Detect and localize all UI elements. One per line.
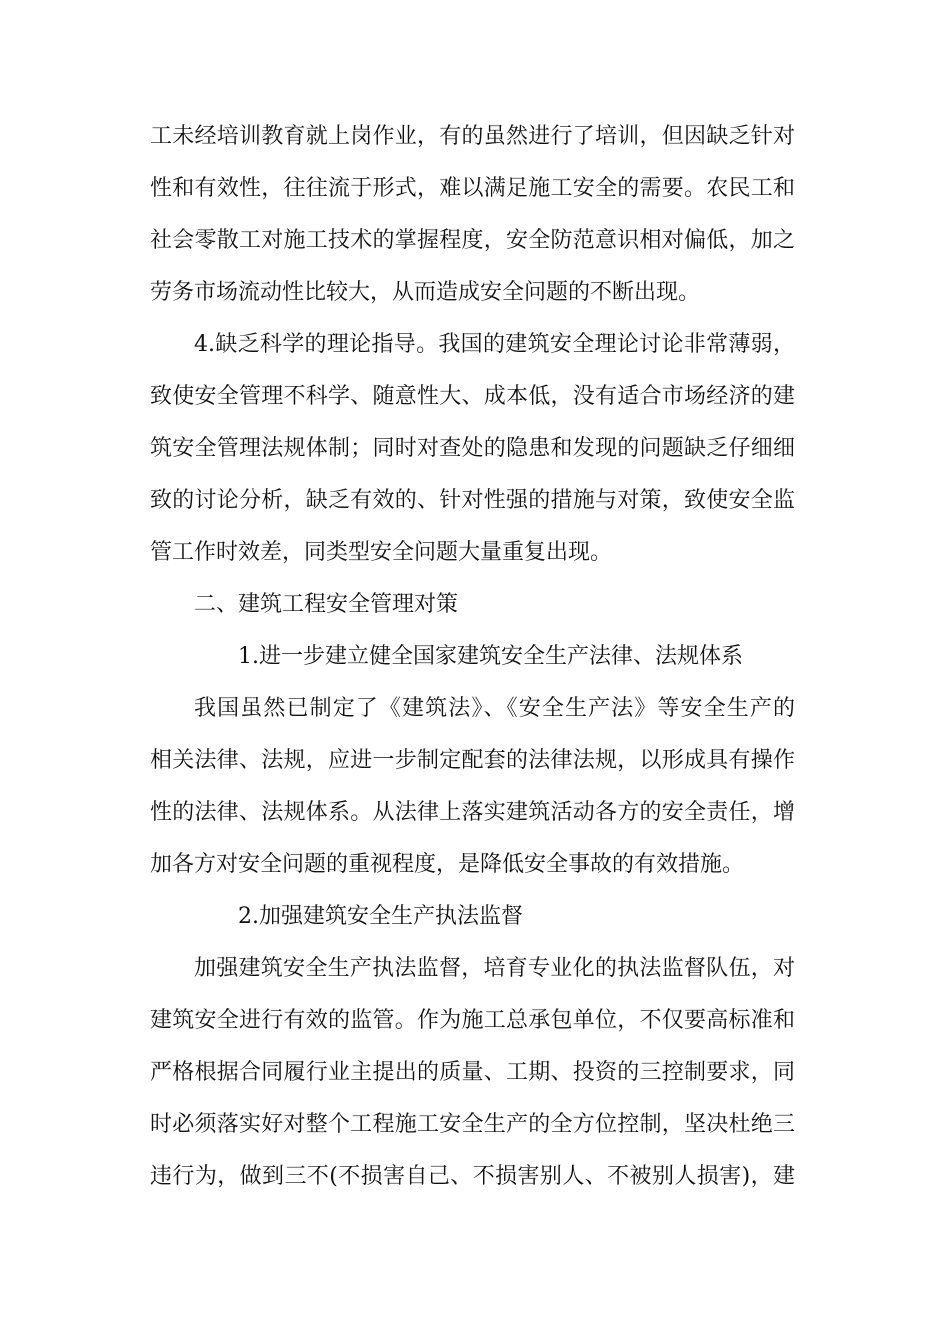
- section-heading: 二、建筑工程安全管理对策: [194, 592, 459, 617]
- paragraph-first-line: 4.缺乏科学的理论指导。我国的建筑安全理论讨论非常薄弱，: [194, 332, 795, 357]
- text-line: 工未经培训教育就上岗作业，有的虽然进行了培训，但因缺乏针对: [150, 124, 795, 149]
- text-line: 加各方对安全问题的重视程度，是降低安全事故的有效措施。: [150, 852, 745, 877]
- text-line: 时必须落实好对整个工程施工安全生产的全方位控制，坚决杜绝三: [150, 1112, 795, 1137]
- text-line: 社会零散工对施工技术的掌握程度，安全防范意识相对偏低，加之: [150, 228, 795, 253]
- subsection-heading: 2.加强建筑安全生产执法监督: [238, 904, 523, 929]
- text-line: 致使安全管理不科学、随意性大、成本低，没有适合市场经济的建: [150, 384, 795, 409]
- text-line: 违行为，做到三不(不损害自己、不损害别人、不被别人损害)，建: [150, 1164, 795, 1189]
- text-line: 管工作时效差，同类型安全问题大量重复出现。: [150, 540, 613, 565]
- text-line: 性的法律、法规体系。从法律上落实建筑活动各方的安全责任，增: [150, 800, 795, 825]
- subsection-heading: 1.进一步建立健全国家建筑安全生产法律、法规体系: [238, 644, 743, 669]
- text-line: 劳务市场流动性比较大，从而造成安全问题的不断出现。: [150, 280, 701, 305]
- text-line: 严格根据合同履行业主提出的质量、工期、投资的三控制要求，同: [150, 1060, 795, 1085]
- text-line: 筑安全管理法规体制；同时对查处的隐患和发现的问题缺乏仔细细: [150, 436, 795, 461]
- text-line: 建筑安全进行有效的监管。作为施工总承包单位，不仅要高标准和: [150, 1008, 795, 1033]
- text-line: 致的讨论分析，缺乏有效的、针对性强的措施与对策，致使安全监: [150, 488, 795, 513]
- paragraph-first-line: 我国虽然已制定了《建筑法》、《安全生产法》等安全生产的: [194, 696, 795, 721]
- text-line: 性和有效性，往往流于形式，难以满足施工安全的需要。农民工和: [150, 176, 795, 201]
- paragraph-first-line: 加强建筑安全生产执法监督，培育专业化的执法监督队伍，对: [194, 956, 795, 981]
- text-line: 相关法律、法规，应进一步制定配套的法律法规，以形成具有操作: [150, 748, 795, 773]
